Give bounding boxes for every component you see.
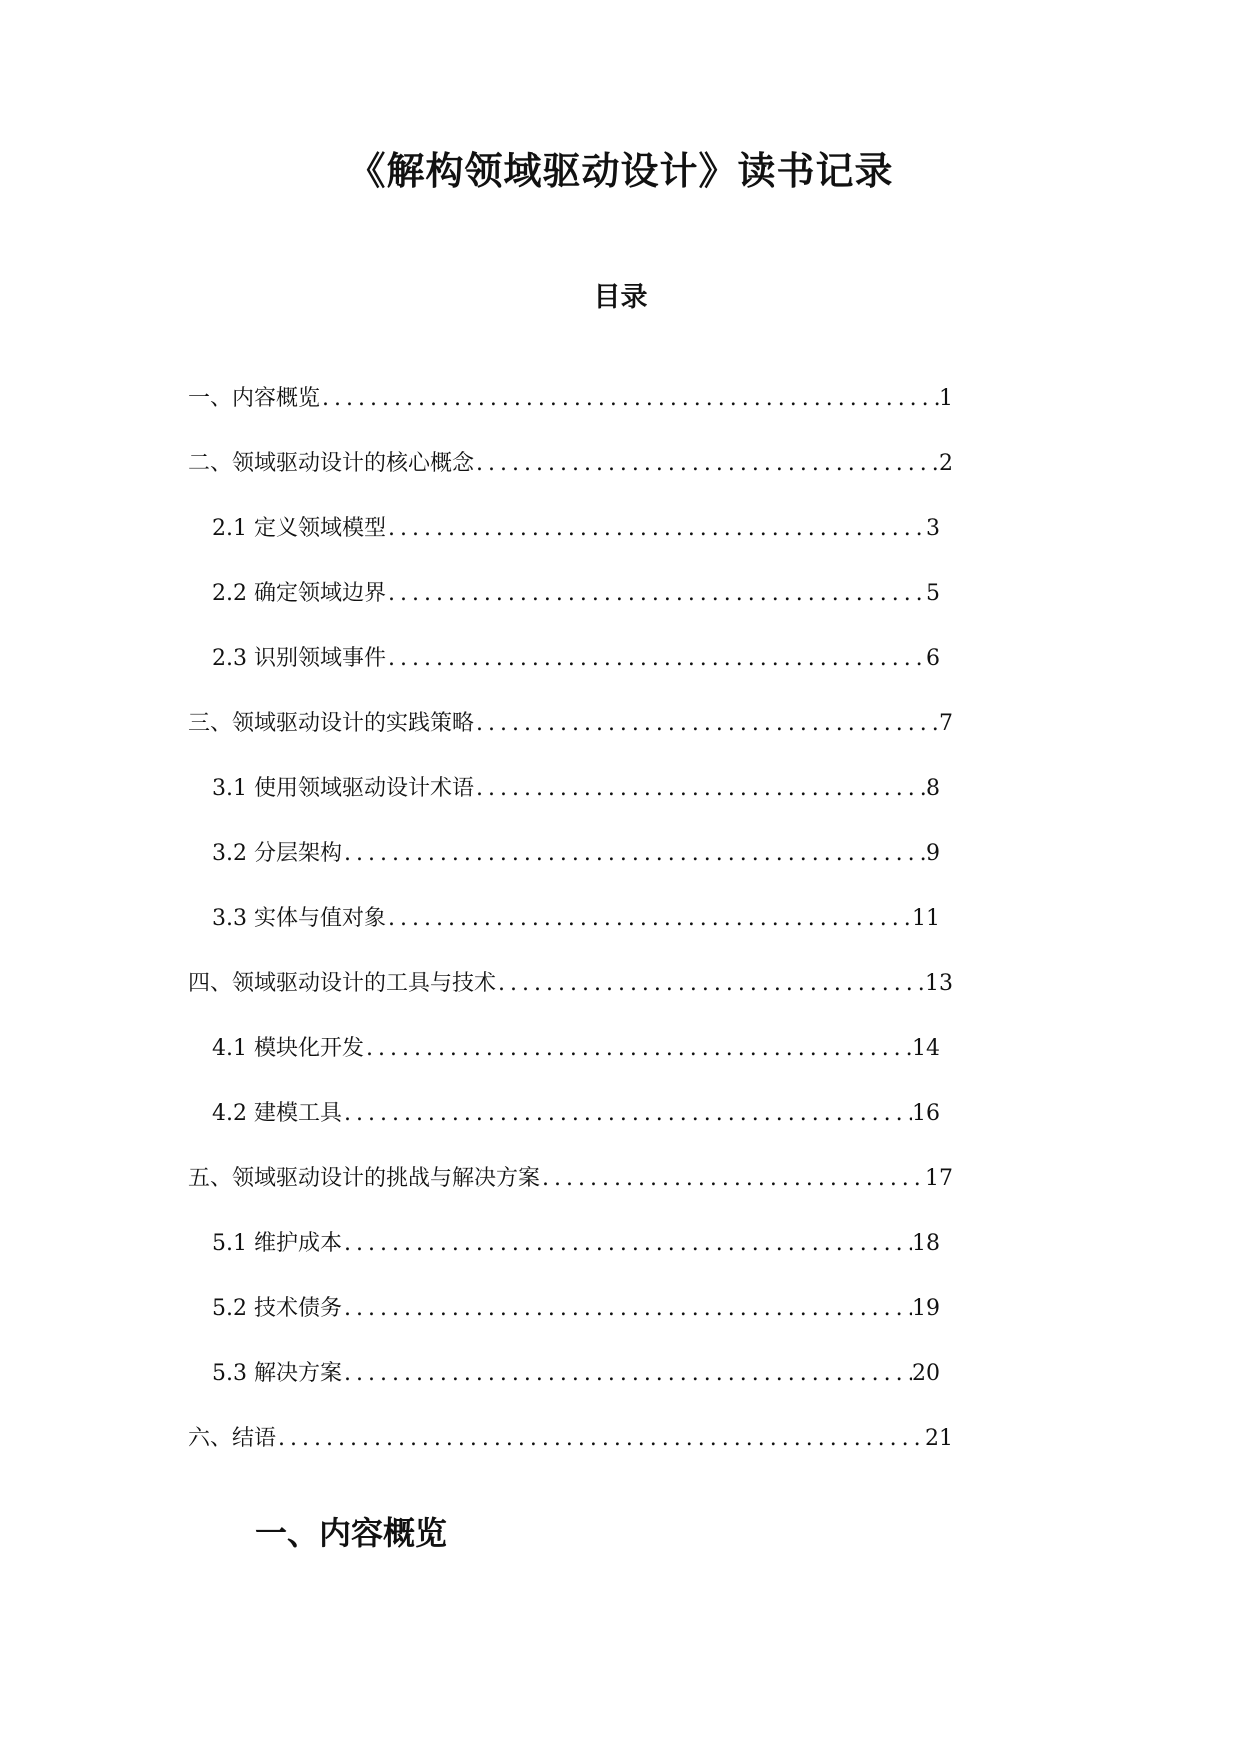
toc-entry[interactable] xyxy=(188,1099,940,1164)
toc-entry-label: 5.3 解决方案 xyxy=(188,1359,342,1389)
toc-entry[interactable] xyxy=(188,449,953,514)
toc-entry[interactable] xyxy=(188,1229,940,1294)
toc-entry[interactable] xyxy=(188,1034,940,1099)
toc-entry-page: 7 xyxy=(939,711,953,736)
toc-entry-label: 六、结语 xyxy=(188,1424,276,1454)
toc-entry-label: 2.1 定义领域模型 xyxy=(188,514,386,544)
toc-entry[interactable] xyxy=(188,1359,940,1424)
toc-entry-page: 8 xyxy=(926,776,940,801)
toc-leader-dots xyxy=(386,514,926,544)
toc-leader-dots xyxy=(342,1099,912,1129)
toc-entry-label: 5.2 技术债务 xyxy=(188,1294,342,1324)
toc-entry[interactable] xyxy=(188,1294,940,1359)
toc-entry-page: 13 xyxy=(925,971,953,996)
toc-leader-dots xyxy=(342,839,926,869)
toc-entry[interactable] xyxy=(188,644,940,709)
toc-entry-label: 3.2 分层架构 xyxy=(188,839,342,869)
toc-leader-dots xyxy=(474,774,926,804)
toc-entry-label: 四、领域驱动设计的工具与技术 xyxy=(188,969,496,999)
section-heading: 一、内容概览 xyxy=(255,1514,448,1552)
toc-entry-page: 2 xyxy=(939,451,953,476)
toc-entry-page: 9 xyxy=(926,841,940,866)
toc-entry-label: 2.3 识别领域事件 xyxy=(188,644,386,674)
toc-entry[interactable] xyxy=(188,709,953,774)
table-of-contents xyxy=(188,384,953,1489)
toc-leader-dots xyxy=(342,1294,912,1324)
toc-leader-dots xyxy=(386,579,926,609)
toc-entry-page: 5 xyxy=(926,581,940,606)
toc-entry-page: 20 xyxy=(912,1361,940,1386)
toc-leader-dots xyxy=(342,1359,912,1389)
toc-entry[interactable] xyxy=(188,1424,953,1489)
toc-entry-label: 4.2 建模工具 xyxy=(188,1099,342,1129)
toc-entry-label: 三、领域驱动设计的实践策略 xyxy=(188,709,474,739)
toc-entry-page: 14 xyxy=(912,1036,940,1061)
toc-leader-dots xyxy=(386,644,926,674)
toc-entry[interactable] xyxy=(188,904,940,969)
toc-leader-dots xyxy=(474,449,939,479)
document-title: 《解构领域驱动设计》读书记录 xyxy=(347,148,894,193)
toc-leader-dots xyxy=(540,1164,925,1194)
toc-entry[interactable] xyxy=(188,1164,953,1229)
toc-entry-page: 18 xyxy=(912,1231,940,1256)
toc-entry-label: 3.3 实体与值对象 xyxy=(188,904,386,934)
toc-entry-page: 6 xyxy=(926,646,940,671)
toc-entry[interactable] xyxy=(188,969,953,1034)
toc-leader-dots xyxy=(342,1229,912,1259)
toc-entry-label: 3.1 使用领域驱动设计术语 xyxy=(188,774,474,804)
toc-entry[interactable] xyxy=(188,384,953,449)
toc-entry-page: 21 xyxy=(925,1426,953,1451)
toc-entry-page: 11 xyxy=(912,906,940,931)
toc-leader-dots xyxy=(496,969,925,999)
toc-entry-label: 2.2 确定领域边界 xyxy=(188,579,386,609)
toc-entry-page: 1 xyxy=(939,386,953,411)
toc-leader-dots xyxy=(276,1424,925,1454)
toc-heading: 目录 xyxy=(593,282,648,313)
toc-entry[interactable] xyxy=(188,514,940,579)
toc-entry-page: 16 xyxy=(912,1101,940,1126)
toc-entry[interactable] xyxy=(188,579,940,644)
toc-entry-label: 二、领域驱动设计的核心概念 xyxy=(188,449,474,479)
toc-entry[interactable] xyxy=(188,774,940,839)
toc-entry-label: 五、领域驱动设计的挑战与解决方案 xyxy=(188,1164,540,1194)
toc-entry-label: 4.1 模块化开发 xyxy=(188,1034,364,1064)
toc-leader-dots xyxy=(474,709,939,739)
toc-entry-page: 3 xyxy=(926,516,940,541)
toc-leader-dots xyxy=(320,384,939,414)
toc-entry-label: 一、内容概览 xyxy=(188,384,320,414)
toc-entry-page: 19 xyxy=(912,1296,940,1321)
toc-leader-dots xyxy=(386,904,912,934)
toc-entry-label: 5.1 维护成本 xyxy=(188,1229,342,1259)
toc-entry[interactable] xyxy=(188,839,940,904)
toc-entry-page: 17 xyxy=(925,1166,953,1191)
toc-leader-dots xyxy=(364,1034,912,1064)
